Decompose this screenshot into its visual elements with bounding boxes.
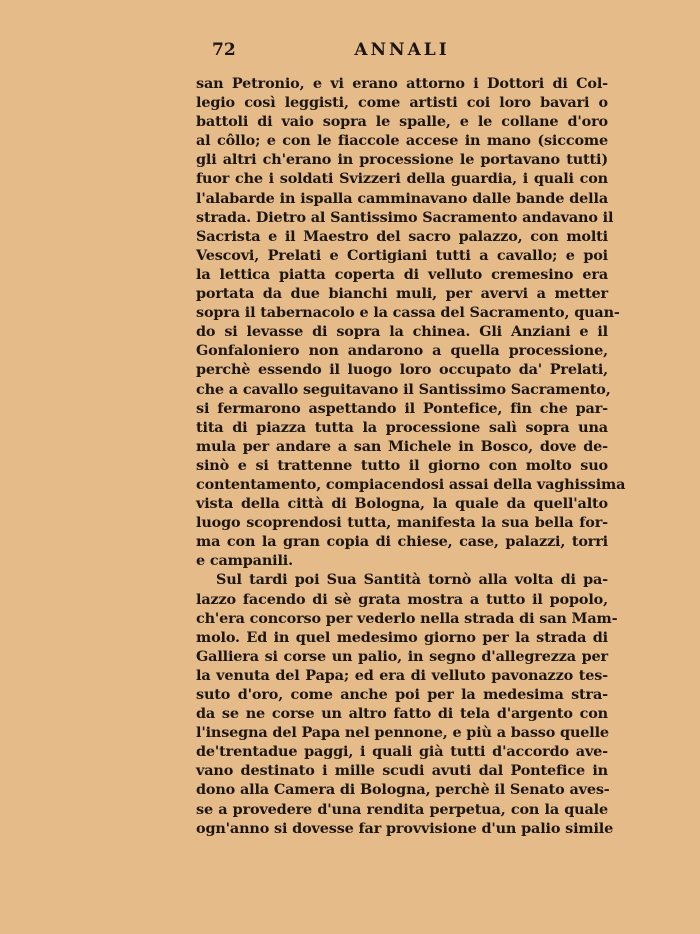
- text-line: strada. Dietro al Santissimo Sacramento andavano il: [196, 208, 614, 226]
- text-line: si fermarono aspettando il Pontefice, fin che par-: [196, 399, 608, 417]
- text-line: sopra il tabernacolo e la cassa del Sacramento, quan-: [196, 304, 620, 322]
- text-line: dono alla Camera di Bologna, perchè il Senato aves-: [196, 781, 610, 799]
- text-line: vano destinato i mille scudi avuti dal Pontefice in: [196, 762, 608, 780]
- text-line: battoli di vaio sopra le spalle, e le collane d'oro: [196, 113, 608, 131]
- text-line: do si levasse di sopra la chinea. Gli Anziani e il: [196, 323, 608, 341]
- text-line: l'insegna del Papa nel pennone, e più a basso quelle: [196, 724, 609, 742]
- text-line: contentamento, compiacendosi assai della vaghissima: [196, 475, 626, 493]
- text-line: ogn'anno si dovesse far provvisione d'un palio simile: [196, 819, 614, 837]
- text-line: e campanili.: [196, 552, 293, 570]
- text-line: de'trentadue paggi, i quali già tutti d'accordo ave-: [196, 743, 608, 761]
- text-line: Galliera si corse un palio, in segno d'allegrezza per: [196, 647, 608, 665]
- text-line: gli altri ch'erano in processione le portavano tutti): [196, 151, 608, 169]
- text-line: perchè essendo il luogo loro occupato da' Prelati,: [196, 361, 608, 379]
- text-line: vista della città di Bologna, la quale da quell'alto: [196, 495, 608, 513]
- text-line: l'alabarde in ispalla camminavano dalle bande della: [196, 189, 608, 207]
- body-text: [196, 74, 626, 838]
- text-line: molo. Ed in quel medesimo giorno per la strada di: [196, 628, 608, 646]
- text-line: legio così leggisti, come artisti coi loro bavari o: [196, 94, 608, 112]
- text-line: al côllo; e con le fiaccole accese in mano (siccome: [196, 132, 608, 150]
- text-line: ch'era concorso per vederlo nella strada di san Mam-: [196, 609, 618, 627]
- text-line: portata da due bianchi muli, per avervi a metter: [196, 285, 608, 303]
- page-header: [196, 40, 608, 62]
- text-line: Sul tardi poi Sua Santità tornò alla volta di pa-: [216, 571, 608, 589]
- text-line: fuor che i soldati Svizzeri della guardia, i quali con: [196, 170, 608, 188]
- text-line: suto d'oro, come anche poi per la medesima stra-: [196, 686, 608, 703]
- text-line: la venuta del Papa; ed era di velluto pavonazzo tes-: [196, 666, 608, 684]
- text-line: Gonfaloniero non andarono a quella processione,: [196, 342, 608, 360]
- text-line: mula per andare a san Michele in Bosco, dove de-: [196, 437, 608, 455]
- text-line: sinò e si trattenne tutto il giorno con molto suo: [196, 456, 608, 474]
- text-line: tita di piazza tutta la processione salì sopra una: [196, 418, 608, 436]
- page-number: 72: [212, 40, 236, 60]
- text-line: Vescovi, Prelati e Cortigiani tutti a cavallo; e poi: [196, 246, 608, 264]
- text-line: se a provedere d'una rendita perpetua, con la quale: [196, 800, 608, 818]
- text-line: luogo scoprendosi tutta, manifesta la sua bella for-: [196, 514, 608, 532]
- text-line: che a cavallo seguitavano il Santissimo Sacramento,: [196, 380, 611, 398]
- text-line: lazzo facendo di sè grata mostra a tutto il popolo,: [196, 590, 608, 608]
- text-line: da se ne corse un altro fatto di tela d'argento con: [196, 705, 608, 723]
- text-line: la lettica piatta coperta di velluto cremesino era: [196, 265, 608, 283]
- text-line: ma con la gran copia di chiese, case, palazzi, torri: [196, 533, 608, 551]
- text-line: san Petronio, e vi erano attorno i Dottori di Col-: [196, 75, 608, 92]
- text-line: Sacrista e il Maestro del sacro palazzo, con molti: [196, 227, 608, 245]
- running-head: ANNALI: [354, 40, 450, 60]
